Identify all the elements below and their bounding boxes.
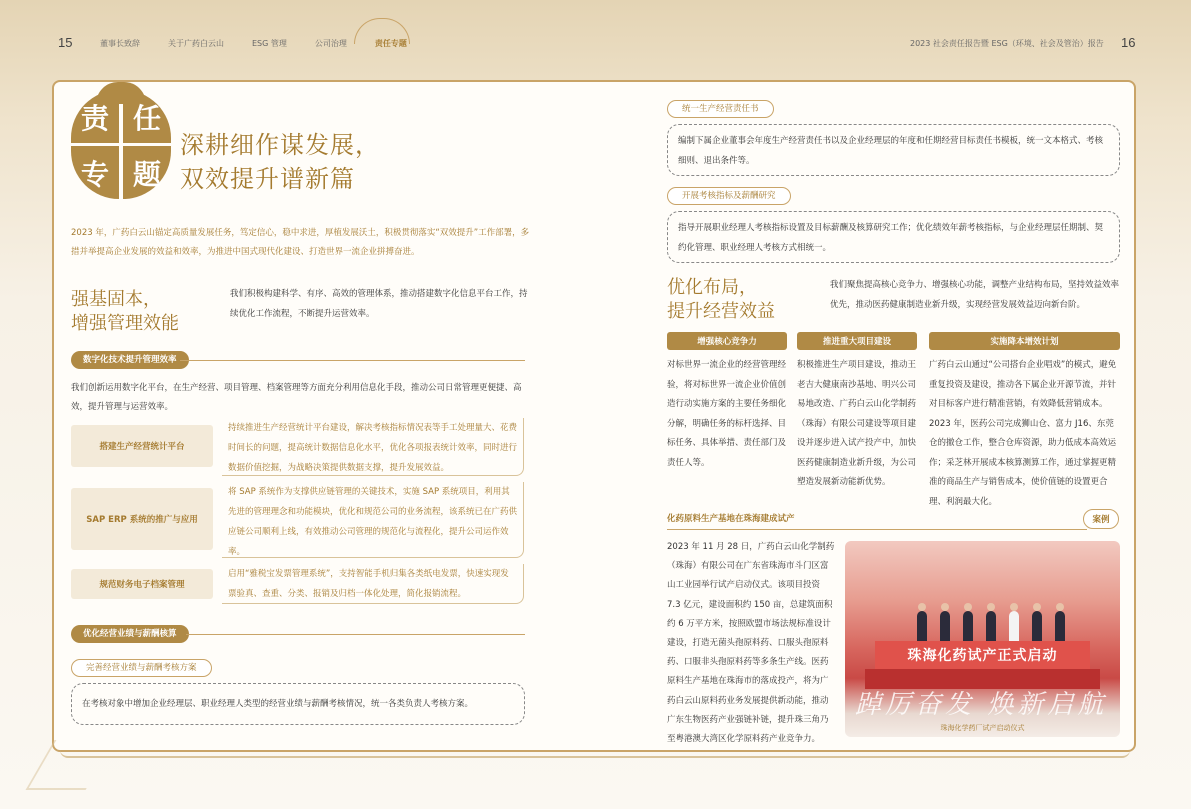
decorative-line xyxy=(26,740,115,790)
perf-section-title: 优化经营业绩与薪酬核算 xyxy=(71,625,189,643)
nav-item-esg[interactable]: ESG 管理 xyxy=(252,39,287,48)
report-title: 2023 社会责任报告暨 ESG（环境、社会及管治）报告 xyxy=(910,39,1104,48)
section1-title-line-2: 增强管理效能 xyxy=(71,313,179,334)
column-text-cost-reduction: 广药白云山通过“公司搭台企业唱戏”的模式，避免重复投资及建设，推动各下属企业开源节流，并针对目标客户进行精准营销，有效降低营销成本。2023 年，医药公司完成狮山仓、富力 J16、东莞仓的撤仓工作，整合仓库资源，助力低成本高效运作；采芝林开展成本核算测算工作，通过掌握更精准的商品生产与销售成本，使价值链的设置更合理、利润最大化。 xyxy=(929,360,1117,507)
photo-person xyxy=(986,611,996,641)
photo-banner: 珠海化药试产正式启动 xyxy=(875,641,1090,669)
assessment-research-text: 指导开展职业经理人考核指标设置及目标薪酬及核算研究工作；优化绩效年薪考核指标，与企业经理层任期制、契约化管理、职业经理人考核方式相统一。 xyxy=(667,211,1120,263)
column-head-projects: 推进重大项目建设 xyxy=(797,332,917,350)
title-char-4: 题 xyxy=(123,146,171,199)
title-char-2: 任 xyxy=(123,90,171,143)
assessment-research-title: 开展考核指标及薪酬研究 xyxy=(667,187,791,205)
photo-person xyxy=(1009,611,1019,641)
column-head-competitiveness: 增强核心竞争力 xyxy=(667,332,787,350)
section2-desc: 我们聚焦提高核心竞争力、增强核心功能，调整产业结构布局，坚持效益效率优先，推动医药健康制造业新升级，实现经营发展效益迈向新台阶。 xyxy=(830,280,1120,310)
section2-title-line-2: 提升经营效益 xyxy=(667,301,775,322)
perf-sub-title: 完善经营业绩与薪酬考核方案 xyxy=(71,659,212,677)
main-title-line-1: 深耕细作谋发展， xyxy=(180,131,380,159)
photo-person xyxy=(1055,611,1065,641)
case-title: 化药原料生产基地在珠海建成试产 xyxy=(667,514,795,524)
nav-item-responsibility[interactable]: 责任专题 xyxy=(374,39,407,48)
section2-title-line-1: 优化布局， xyxy=(667,277,757,298)
digital-section-title: 数字化技术提升管理效率 xyxy=(71,351,189,369)
photo-script-text: 踔厉奋发 焕新启航 xyxy=(855,690,1108,720)
title-char-3: 专 xyxy=(71,146,119,199)
responsibility-letter-text: 编制下属企业董事会年度生产经营责任书以及企业经理层的年度和任期经营目标责任书模板，统一文本格式、考核细则、退出条件等。 xyxy=(667,124,1120,176)
item-text-finance-archive: 启用“雅税宝发票管理系统”，支持智能手机归集各类纸电发票，快速实现发票验真、查重、分类、报销及归档一体化处理，简化报销流程。 xyxy=(222,564,524,604)
title-icon xyxy=(71,82,171,198)
photo-person xyxy=(940,611,950,641)
column-text-projects: 积极推进生产项目建设，推动王老吉大健康南沙基地、明兴公司易地改造、广药白云山化学制药（珠海）有限公司建设等项目建设并逐步进入试产投产中，加快医药健康制造业新升级，为公司塑造发展新动能新优势。 xyxy=(797,360,917,487)
nav-item-about[interactable]: 关于广药白云山 xyxy=(168,39,224,48)
title-char-1: 责 xyxy=(71,90,119,143)
photo-caption: 珠海化学药厂试产启动仪式 xyxy=(940,724,1025,732)
item-label-stats-platform: 搭建生产经营统计平台 xyxy=(71,425,213,467)
nav-item-chairman[interactable]: 董事长致辞 xyxy=(100,39,140,48)
column-text-competitiveness: 对标世界一流企业的经营管理经验，将对标世界一流企业价值创造行动实施方案的主要任务细化分解，明确任务的标杆选择、目标任务、具体举措、责任部门及责任人等。 xyxy=(667,360,787,468)
item-label-finance-archive: 规范财务电子档案管理 xyxy=(71,569,213,599)
responsibility-letter-title: 统一生产经营责任书 xyxy=(667,100,774,118)
nav-active-arc xyxy=(354,18,410,44)
intro-paragraph: 2023 年，广药白云山锚定高质量发展任务，笃定信心，稳中求进，厚植发展沃土，积极贯彻落实“双效提升”工作部署，多措并举提高企业发展的效益和效率，为推进中国式现代化建设、打造世界一流企业拼搏奋进。 xyxy=(71,228,530,257)
item-text-stats-platform: 持续推进生产经营统计平台建设，解决考核指标情况表等手工处理量大、花费时间长的问题，提高统计数据信息化水平，优化各项报表统计效率，同时进行数据价值挖掘，为战略决策提供数据支撑，提升发展效益。 xyxy=(222,418,524,476)
main-title xyxy=(180,128,380,196)
nav-item-governance[interactable]: 公司治理 xyxy=(314,39,347,48)
case-text: 2023 年 11 月 28 日，广药白云山化学制药（珠海）有限公司在广东省珠海市斗门区富山工业园举行试产启动仪式。该项目投资 7.3 亿元，建设面积约 150 亩，总建筑面积约 6 万平方米，按照欧盟市场法规标准设计建设，打造无菌头孢原料药、口服头孢原料药、口服非头孢原料药等多条生产线。医药原料生产基地在珠海市的落成投产，将为广药白云山原料药业务发展提供新动能，推动广东生物医药产业强链补链，提升珠三角乃至粤港澳大湾区化学原料药产业竞争力。 xyxy=(667,542,835,745)
section1-title-line-1: 强基固本， xyxy=(71,289,161,310)
photo-person xyxy=(963,611,973,641)
item-text-sap-erp: 将 SAP 系统作为支撑供应链管理的关键技术，实施 SAP 系统项目，利用其先进的管理理念和功能模块，优化和规范公司的业务流程，该系统已在广药供应链公司顺利上线，有效推动公司管理的规范化与流程化，提升公司运作效率。 xyxy=(222,482,524,558)
page-header xyxy=(0,0,1191,80)
section1-desc: 我们积极构建科学、有序、高效的管理体系，推动搭建数字化信息平台工作，持续优化工作流程，不断提升运营效率。 xyxy=(230,289,528,319)
main-title-line-2: 双效提升谱新篇 xyxy=(180,165,355,193)
ceremony-photo xyxy=(845,541,1120,737)
section1-title xyxy=(71,288,179,336)
frame-shadow xyxy=(60,748,1130,758)
item-label-sap-erp: SAP ERP 系统的推广与应用 xyxy=(71,488,213,550)
perf-section-rule xyxy=(186,634,525,635)
case-rule xyxy=(667,529,1087,530)
case-tag: 案例 xyxy=(1083,509,1119,529)
photo-person xyxy=(1032,611,1042,641)
photo-person xyxy=(917,611,927,641)
perf-sub-text: 在考核对象中增加企业经理层、职业经理人类型的经营业绩与薪酬考核情况，统一各类负责人考核方案。 xyxy=(71,683,525,725)
section2-title xyxy=(667,276,775,324)
page-number-right: 16 xyxy=(1121,35,1136,50)
digital-section-rule xyxy=(180,360,525,361)
digital-para: 我们创新运用数字化平台，在生产经营、项目管理、档案管理等方面充分利用信息化手段，推动公司日常管理更便捷、高效，提升管理与运营效率。 xyxy=(71,383,522,412)
column-head-cost-reduction: 实施降本增效计划 xyxy=(929,332,1120,350)
page-number-left: 15 xyxy=(58,35,73,50)
